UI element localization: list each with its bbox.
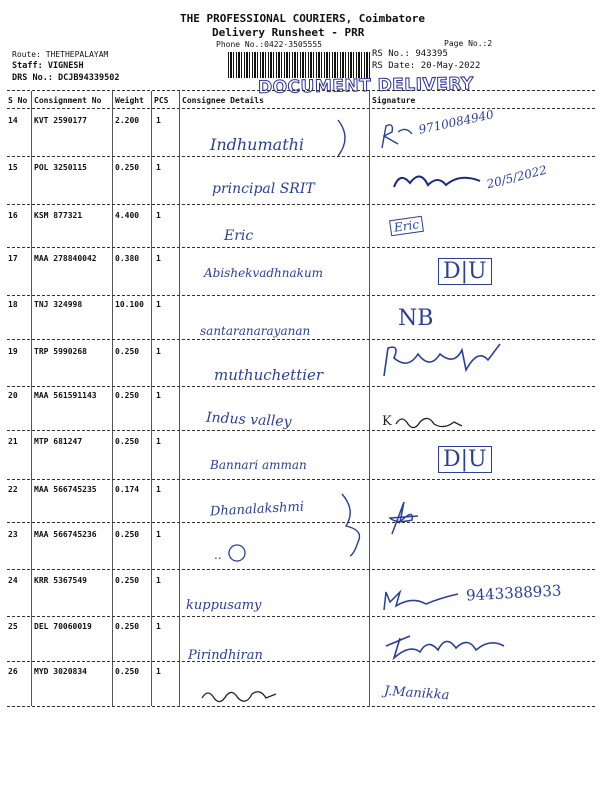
page-number: Page No.:2 [444, 39, 493, 48]
row-sno: 15 [8, 163, 18, 172]
row-pcs: 1 [156, 254, 161, 263]
row-consignment: KRR 5367549 [34, 576, 87, 585]
row-weight: 0.250 [115, 163, 140, 172]
phone-number: Phone No.:0422-3505555 [216, 40, 322, 49]
row-consignment: MAA 561591143 [34, 391, 97, 400]
rs-number: RS No.: 943395 [372, 49, 448, 59]
row-consignment: MYD 3020834 [34, 667, 87, 676]
row-pcs: 1 [156, 347, 161, 356]
row-weight: 10.100 [115, 300, 144, 309]
signature-handwriting: 9710084940 [417, 107, 495, 137]
signature-handwriting: NB [398, 306, 434, 331]
row-pcs: 1 [156, 116, 161, 125]
row-sno: 24 [8, 576, 18, 585]
drs-number: DRS No.: DCJB94339502 [12, 73, 120, 83]
consignee-handwriting: Indus valley [205, 409, 292, 431]
row-weight: 4.400 [115, 211, 140, 220]
row-consignment: KVT 2590177 [34, 116, 87, 125]
consignee-handwriting: .. [214, 548, 222, 562]
header-top-rule [7, 90, 595, 91]
document-delivery-stamp: DOCUMENT DELIVERY [257, 74, 474, 98]
signature-handwriting: 20/5/2022 [485, 162, 549, 192]
row-pcs: 1 [156, 300, 161, 309]
row-weight: 0.174 [115, 485, 140, 494]
row-pcs: 1 [156, 437, 161, 446]
row-divider [7, 569, 595, 570]
consignee-handwriting: Indhumathi [210, 135, 305, 154]
row-divider [7, 706, 595, 707]
signature-scribble [378, 340, 508, 380]
signature-scribble [394, 412, 464, 432]
signature-scribble [378, 120, 418, 152]
row-divider [7, 661, 595, 662]
signature-scribble [390, 165, 490, 195]
header-bottom-rule [7, 108, 595, 109]
row-divider [7, 522, 595, 523]
row-consignment: MAA 566745236 [34, 530, 97, 539]
consignee-handwriting: muthuchettier [214, 366, 324, 384]
row-consignment: DEL 70060019 [34, 622, 92, 631]
col-divider [31, 91, 32, 706]
rs-date: RS Date: 20-May-2022 [372, 61, 481, 71]
row-consignment: KSM 877321 [34, 211, 83, 220]
row-pcs: 1 [156, 576, 161, 585]
row-divider [7, 247, 595, 248]
row-consignment: MTP 681247 [34, 437, 83, 446]
signature-handwriting: 9443388933 [465, 581, 562, 605]
row-weight: 0.380 [115, 254, 140, 263]
consignee-handwriting: Abishekvadhnakum [204, 266, 324, 280]
row-sno: 18 [8, 300, 18, 309]
row-weight: 0.250 [115, 622, 140, 631]
row-sno: 22 [8, 485, 18, 494]
signature-handwriting: K [382, 414, 392, 429]
row-pcs: 1 [156, 667, 161, 676]
consignee-handwriting: kuppusamy [186, 598, 262, 613]
row-sno: 25 [8, 622, 18, 631]
row-weight: 0.250 [115, 391, 140, 400]
row-consignment: TNJ 324998 [34, 300, 83, 309]
row-sno: 23 [8, 530, 18, 539]
bracket-mark [336, 490, 376, 560]
circle-mark [226, 542, 248, 564]
signature-handwriting: D|U [438, 446, 492, 473]
col-weight: Weight [115, 96, 144, 105]
bracket-mark [334, 118, 354, 158]
col-divider [179, 91, 180, 706]
signature-scribble [380, 628, 510, 662]
row-divider [7, 295, 595, 296]
row-divider [7, 616, 595, 617]
row-pcs: 1 [156, 622, 161, 631]
row-pcs: 1 [156, 530, 161, 539]
consignee-scribble [200, 686, 280, 706]
row-divider [7, 479, 595, 480]
staff: Staff: VIGNESH [12, 61, 84, 71]
row-pcs: 1 [156, 485, 161, 494]
runsheet-title: Delivery Runsheet - PRR [212, 26, 365, 39]
row-weight: 0.250 [115, 667, 140, 676]
col-divider [151, 91, 152, 706]
row-sno: 19 [8, 347, 18, 356]
barcode [228, 52, 370, 78]
row-sno: 26 [8, 667, 18, 676]
consignee-handwriting: Dhanalakshmi [209, 499, 305, 520]
row-sno: 20 [8, 391, 18, 400]
col-divider [112, 91, 113, 706]
consignee-handwriting: Pirindhiran [188, 648, 263, 663]
row-pcs: 1 [156, 211, 161, 220]
row-sno: 21 [8, 437, 18, 446]
row-consignment: MAA 278840042 [34, 254, 97, 263]
signature-scribble [380, 588, 462, 614]
col-divider [369, 91, 370, 706]
col-consignment: Consignment No [34, 96, 102, 105]
row-weight: 0.250 [115, 347, 140, 356]
signature-scribble [384, 498, 424, 538]
row-consignment: POL 3250115 [34, 163, 87, 172]
company-name: THE PROFESSIONAL COURIERS, Coimbatore [180, 12, 426, 25]
row-consignment: MAA 566745235 [34, 485, 97, 494]
row-pcs: 1 [156, 391, 161, 400]
col-consignee: Consignee Details [182, 96, 264, 105]
row-weight: 2.200 [115, 116, 140, 125]
row-divider [7, 430, 595, 431]
col-pcs: PCS [154, 96, 169, 105]
row-weight: 0.250 [115, 576, 140, 585]
row-sno: 14 [8, 116, 18, 125]
col-sno: S No [8, 96, 28, 105]
row-sno: 16 [8, 211, 18, 220]
col-signature: Signature [372, 96, 416, 105]
consignee-handwriting: principal SRIT [212, 181, 315, 197]
consignee-handwriting: santaranarayanan [200, 324, 311, 338]
row-consignment: TRP 5990268 [34, 347, 87, 356]
row-divider [7, 156, 595, 157]
signature-handwriting: D|U [438, 258, 492, 285]
row-divider [7, 386, 595, 387]
row-pcs: 1 [156, 163, 161, 172]
signature-handwriting: J.Manikka [383, 683, 450, 704]
consignee-handwriting: Eric [224, 228, 254, 244]
row-divider [7, 204, 595, 205]
signature-handwriting: Eric [389, 216, 424, 236]
row-weight: 0.250 [115, 530, 140, 539]
route: Route: THETHEPALAYAM [12, 50, 109, 59]
row-weight: 0.250 [115, 437, 140, 446]
row-sno: 17 [8, 254, 18, 263]
consignee-handwriting: Bannari amman [210, 458, 307, 472]
